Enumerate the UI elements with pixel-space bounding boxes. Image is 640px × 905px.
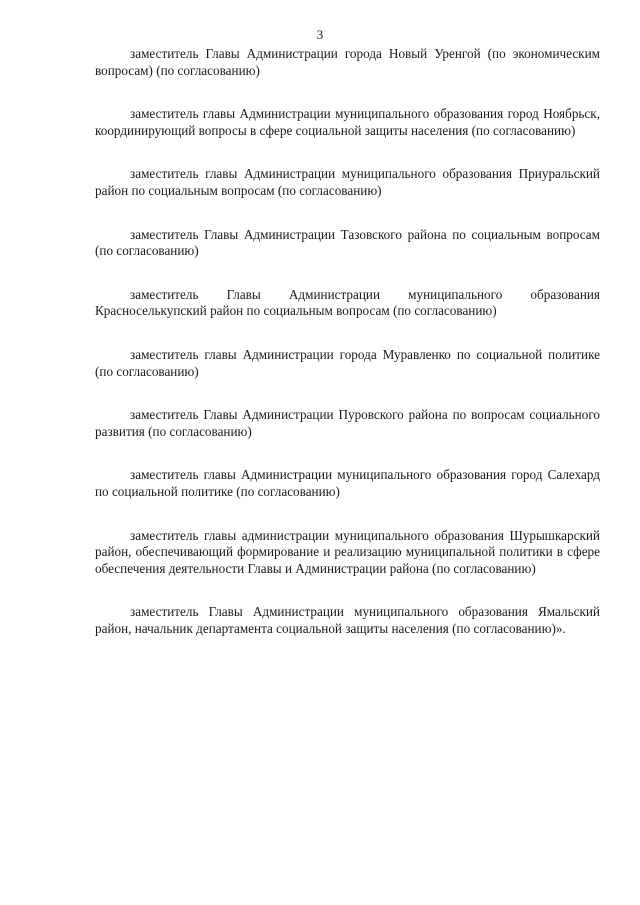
- list-item: заместитель Главы Администрации Пуровского района по вопросам социального развития (по согласованию): [95, 407, 600, 439]
- list-item: заместитель Главы Администрации города Новый Уренгой (по экономическим вопросам) (по согласованию): [95, 46, 600, 78]
- list-item: заместитель Главы Администрации Тазовского района по социальным вопросам (по согласованию): [95, 226, 600, 259]
- list-item: заместитель главы администрации муниципального образования Шурышкарский район, обеспечивающий формирование и реализацию муниципальной политики в сфере обеспечения деятельности Главы и Администрации района (по согласованию): [95, 527, 600, 576]
- list-item: заместитель главы Администрации города Муравленко по социальной политике (по согласованию): [95, 346, 600, 379]
- list-item: заместитель главы Администрации муниципального образования город Ноябрьск, координирующий вопросы в сфере социальной защиты населения (по согласованию): [95, 106, 600, 138]
- page-number: 3: [316, 27, 324, 42]
- list-item: заместитель главы Администрации муниципального образования город Салехард по социальной политике (по согласованию): [95, 467, 600, 499]
- list-item: заместитель Главы Администрации муниципального образования Ямальский район, начальник департамента социальной защиты населения (по согласованию)».: [95, 604, 600, 636]
- position-list: [95, 46, 600, 637]
- list-item: заместитель главы Администрации муниципального образования Приуральский район по социальным вопросам (по согласованию): [95, 166, 600, 198]
- list-item: заместитель Главы Администрации муниципального образования Красноселькупский район по социальным вопросам (по согласованию): [95, 286, 600, 319]
